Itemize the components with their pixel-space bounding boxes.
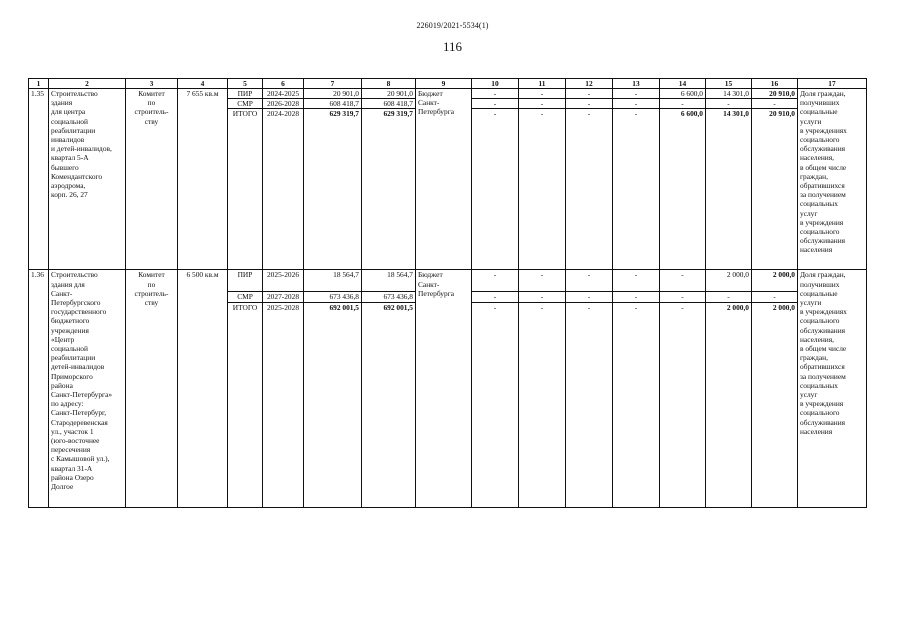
column-header: 10 [472, 79, 519, 89]
value-cell: - [660, 99, 706, 109]
value-cell: - [613, 99, 660, 109]
value-cell: - [472, 302, 519, 507]
column-header: 9 [416, 79, 472, 89]
capacity: 6 500 кв.м [178, 270, 228, 507]
table-row [29, 89, 867, 99]
total-cost: 18 564,7 [304, 270, 362, 292]
stage-label: ИТОГО [228, 302, 263, 507]
column-header: 6 [263, 79, 304, 89]
stage-label: ПИР [228, 270, 263, 292]
stage-period: 2024-2028 [263, 109, 304, 270]
value-cell: 2 000,0 [706, 270, 752, 292]
column-header: 12 [566, 79, 613, 89]
total-cost: 629 319,7 [304, 109, 362, 270]
column-header: 7 [304, 79, 362, 89]
value-cell: - [660, 292, 706, 302]
value-cell: - [752, 292, 798, 302]
total-cost: 692 001,5 [304, 302, 362, 507]
indicator: Доля граждан, получивших социальные услуги в учреждениях социального обслуживания населения, в общем числе граждан, обратившихся за получением социальных услуг в учреждения социального обслуживания населения [798, 89, 867, 270]
value-cell: - [519, 270, 566, 292]
row-number: 1.35 [29, 89, 49, 270]
value-cell: 2 000,0 [706, 302, 752, 507]
object-name: Строительство здания для Санкт- Петербургского государственного бюджетного учреждения «Центр социальной реабилитации детей-инвалидов Приморского района Санкт-Петербурга» по адресу: Санкт-Петербург, Стародеревенская ул., участок 1 (юго-восточнее пересечения с Камышовой ул.), квартал 31-А района Озеро Долгое [49, 270, 126, 507]
value-cell: - [752, 99, 798, 109]
column-header: 14 [660, 79, 706, 89]
value-cell: - [472, 109, 519, 270]
stage-period: 2025-2028 [263, 302, 304, 507]
value-cell: - [613, 109, 660, 270]
value-cell: 6 600,0 [660, 89, 706, 99]
row-number: 1.36 [29, 270, 49, 507]
value-cell: - [566, 270, 613, 292]
capacity: 7 655 кв.м [178, 89, 228, 270]
value-cell: - [472, 99, 519, 109]
construction-table [28, 78, 867, 508]
value-cell: - [519, 292, 566, 302]
stage-period: 2027-2028 [263, 292, 304, 302]
column-header: 3 [126, 79, 178, 89]
value-cell: - [566, 109, 613, 270]
value-cell: - [472, 292, 519, 302]
value-cell: - [566, 89, 613, 99]
value-cell: - [566, 292, 613, 302]
stage-label: ПИР [228, 89, 263, 99]
budget-cost: 20 901,0 [362, 89, 416, 99]
stage-label: ИТОГО [228, 109, 263, 270]
value-cell: - [472, 89, 519, 99]
funding-source: Бюджет Санкт- Петербурга [416, 270, 472, 507]
value-cell: - [566, 302, 613, 507]
column-number-row [29, 79, 867, 89]
column-header: 11 [519, 79, 566, 89]
value-cell: - [519, 89, 566, 99]
budget-cost: 629 319,7 [362, 109, 416, 270]
column-header: 16 [752, 79, 798, 89]
total-cost: 20 901,0 [304, 89, 362, 99]
column-header: 5 [228, 79, 263, 89]
column-header: 2 [49, 79, 126, 89]
value-cell: 2 000,0 [752, 302, 798, 507]
page-number: 116 [442, 39, 463, 54]
stage-period: 2025-2026 [263, 270, 304, 292]
total-cost: 673 436,8 [304, 292, 362, 302]
value-cell: - [566, 99, 613, 109]
funding-source: Бюджет Санкт- Петербурга [416, 89, 472, 270]
value-cell: 20 910,0 [752, 109, 798, 270]
value-cell: - [613, 292, 660, 302]
budget-cost: 692 001,5 [362, 302, 416, 507]
stage-label: СМР [228, 99, 263, 109]
value-cell: - [660, 270, 706, 292]
total-cost: 608 418,7 [304, 99, 362, 109]
customer: Комитет по строитель- ству [126, 270, 178, 507]
column-header: 17 [798, 79, 867, 89]
budget-cost: 608 418,7 [362, 99, 416, 109]
budget-cost: 18 564,7 [362, 270, 416, 292]
value-cell: 20 910,0 [752, 89, 798, 99]
value-cell: - [613, 270, 660, 292]
value-cell: - [519, 109, 566, 270]
column-header: 4 [178, 79, 228, 89]
stage-label: СМР [228, 292, 263, 302]
value-cell: - [472, 270, 519, 292]
value-cell: - [613, 302, 660, 507]
column-header: 1 [29, 79, 49, 89]
customer: Комитет по строитель- ству [126, 89, 178, 270]
object-name: Строительство здания для центра социальной реабилитации инвалидов и детей-инвалидов, квартал 5-А бывшего Комендантского аэродрома, корп. 26, 27 [49, 89, 126, 270]
value-cell: 6 600,0 [660, 109, 706, 270]
stage-period: 2024-2025 [263, 89, 304, 99]
budget-cost: 673 436,8 [362, 292, 416, 302]
column-header: 13 [613, 79, 660, 89]
value-cell: - [706, 99, 752, 109]
table-row [29, 270, 867, 292]
value-cell: 14 301,0 [706, 89, 752, 99]
value-cell: 2 000,0 [752, 270, 798, 292]
value-cell: - [706, 292, 752, 302]
value-cell: - [519, 302, 566, 507]
value-cell: - [519, 99, 566, 109]
value-cell: - [660, 302, 706, 507]
document-number: 226019/2021-5534(1) [416, 21, 489, 30]
value-cell: - [613, 89, 660, 99]
indicator: Доля граждан, получивших социальные услуги в учреждениях социального обслуживания населения, в общем числе граждан, обратившихся за получением социальных услуг в учреждения социального обслуживания населения [798, 270, 867, 507]
stage-period: 2026-2028 [263, 99, 304, 109]
value-cell: 14 301,0 [706, 109, 752, 270]
column-header: 8 [362, 79, 416, 89]
column-header: 15 [706, 79, 752, 89]
